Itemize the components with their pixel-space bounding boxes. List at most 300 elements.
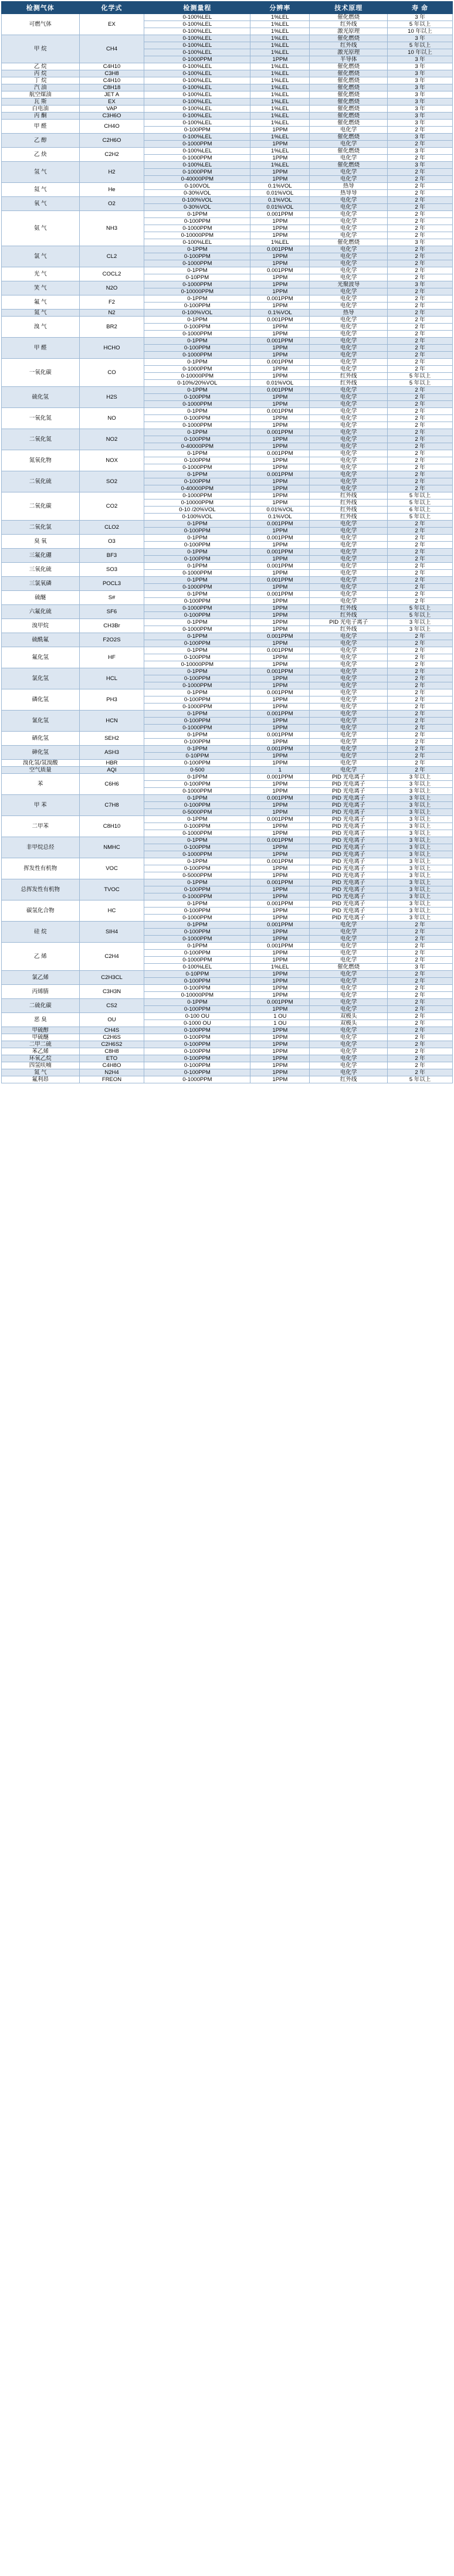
cell-resolution: 0.01%VOL	[250, 190, 310, 197]
cell-detection-range: 0-1PPM	[144, 900, 250, 908]
cell-detection-range: 0-1PPM	[144, 999, 250, 1006]
cell-life: 2 年	[388, 1006, 453, 1013]
cell-resolution: 1PPM	[250, 851, 310, 858]
cell-detection-range: 0-1000PPM	[144, 169, 250, 176]
cell-chemical-formula: BR2	[79, 317, 144, 338]
cell-life: 3 年	[388, 162, 453, 169]
cell-detection-range: 0-1PPM	[144, 246, 250, 253]
cell-gas-name: 磷化氢	[2, 689, 80, 711]
cell-resolution: 0.001PPM	[250, 999, 310, 1006]
table-row	[2, 1013, 453, 1020]
cell-resolution: 1PPM	[250, 281, 310, 288]
cell-detection-range: 0-1PPM	[144, 816, 250, 823]
cell-gas-name: 丁 烷	[2, 77, 80, 84]
cell-technology: PID 光电离子	[310, 886, 388, 893]
cell-detection-range: 0-1PPM	[144, 689, 250, 696]
cell-life: 3 年	[388, 281, 453, 288]
cell-detection-range: 0-1PPM	[144, 879, 250, 886]
cell-life: 3 年	[388, 70, 453, 77]
cell-detection-range: 0-100PPM	[144, 556, 250, 563]
cell-technology: 热导	[310, 310, 388, 317]
cell-detection-range: 0-1000PPM	[144, 704, 250, 711]
cell-resolution: 0.001PPM	[250, 647, 310, 654]
cell-gas-name: 氮 气	[2, 1069, 80, 1076]
cell-resolution: 0.001PPM	[250, 387, 310, 394]
cell-technology: 电化学	[310, 429, 388, 436]
cell-resolution: 1PPM	[250, 303, 310, 310]
cell-technology: 电化学	[310, 767, 388, 774]
cell-life: 2 年	[388, 288, 453, 295]
cell-detection-range: 0-10000PPM	[144, 373, 250, 380]
cell-chemical-formula: C2H4	[79, 943, 144, 971]
cell-life: 3 年以上	[388, 858, 453, 865]
cell-life: 2 年	[388, 675, 453, 682]
cell-detection-range: 0-1PPM	[144, 317, 250, 324]
cell-resolution: 1PPM	[250, 908, 310, 915]
cell-life: 2 年	[388, 127, 453, 134]
cell-life: 3 年以上	[388, 802, 453, 809]
cell-technology: 红外线	[310, 380, 388, 387]
cell-chemical-formula: HCN	[79, 711, 144, 732]
cell-technology: 电化学	[310, 127, 388, 134]
cell-gas-name: 氦 气	[2, 183, 80, 197]
cell-technology: PID 光电离子	[310, 809, 388, 816]
table-row	[2, 359, 453, 366]
cell-technology: 催化燃烧	[310, 14, 388, 21]
cell-resolution: 0.001PPM	[250, 711, 310, 718]
cell-detection-range: 0-100PPM	[144, 303, 250, 310]
cell-detection-range: 0-1000PPM	[144, 260, 250, 267]
cell-life: 2 年	[388, 267, 453, 274]
cell-resolution: 1%LEL	[250, 42, 310, 49]
cell-chemical-formula: CL2	[79, 246, 144, 267]
cell-technology: 电化学	[310, 971, 388, 978]
cell-gas-name: 二氧化碳	[2, 492, 80, 521]
cell-resolution: 0.001PPM	[250, 521, 310, 528]
cell-life: 2 年	[388, 436, 453, 443]
cell-chemical-formula: H2	[79, 162, 144, 183]
table-row	[2, 471, 453, 478]
table-row	[2, 900, 453, 908]
cell-technology: PID 光电离子	[310, 802, 388, 809]
cell-detection-range: 0-1000PPM	[144, 830, 250, 837]
cell-life: 2 年	[388, 366, 453, 373]
cell-resolution: 1PPM	[250, 464, 310, 471]
cell-chemical-formula: C2H3CL	[79, 971, 144, 985]
cell-resolution: 1%LEL	[250, 91, 310, 98]
cell-life: 5 年以上	[388, 42, 453, 49]
cell-technology: 电化学	[310, 1055, 388, 1062]
cell-life: 10 年以上	[388, 49, 453, 56]
cell-technology: 电化学	[310, 922, 388, 929]
cell-technology: 电化学	[310, 331, 388, 338]
cell-detection-range: 0-100PPM	[144, 823, 250, 830]
cell-technology: 电化学	[310, 408, 388, 415]
cell-detection-range: 0-1PPM	[144, 267, 250, 274]
cell-life: 2 年	[388, 535, 453, 542]
cell-technology: 电化学	[310, 225, 388, 232]
cell-life: 2 年	[388, 471, 453, 478]
cell-life: 2 年	[388, 1062, 453, 1069]
cell-detection-range: 0-1000PPM	[144, 155, 250, 162]
cell-chemical-formula: FREON	[79, 1076, 144, 1083]
cell-life: 5 年以上	[388, 514, 453, 521]
cell-life: 3 年	[388, 964, 453, 971]
cell-chemical-formula: CH4	[79, 35, 144, 63]
cell-detection-range: 0-100%LEL	[144, 14, 250, 21]
cell-life: 2 年	[388, 1027, 453, 1034]
cell-gas-name: 氯化氢	[2, 668, 80, 689]
cell-resolution: 1PPM	[250, 1048, 310, 1055]
cell-resolution: 1%LEL	[250, 239, 310, 246]
cell-chemical-formula: C8H10	[79, 816, 144, 837]
cell-chemical-formula: NOX	[79, 450, 144, 471]
cell-life: 2 年	[388, 183, 453, 190]
cell-detection-range: 0-1PPM	[144, 591, 250, 598]
cell-life: 2 年	[388, 303, 453, 310]
cell-detection-range: 0-100PPM	[144, 640, 250, 647]
cell-gas-name: 乙 醇	[2, 134, 80, 148]
table-row	[2, 521, 453, 528]
cell-technology: PID 光电离子	[310, 844, 388, 851]
cell-chemical-formula: AQI	[79, 767, 144, 774]
cell-detection-range: 0-1000PPM	[144, 225, 250, 232]
cell-gas-name: 硅 烷	[2, 922, 80, 943]
cell-detection-range: 0-100PPM	[144, 1034, 250, 1041]
cell-resolution: 1PPM	[250, 584, 310, 591]
cell-technology: 电化学	[310, 317, 388, 324]
cell-gas-name: 二氧化硫	[2, 471, 80, 492]
cell-life: 3 年以上	[388, 774, 453, 781]
table-row	[2, 387, 453, 394]
table-row	[2, 816, 453, 823]
cell-gas-name: 氯 气	[2, 246, 80, 267]
table-row	[2, 795, 453, 802]
table-row	[2, 971, 453, 978]
table-row	[2, 492, 453, 499]
cell-resolution: 0.001PPM	[250, 746, 310, 753]
cell-technology: 电化学	[310, 457, 388, 464]
cell-life: 3 年以上	[388, 915, 453, 922]
cell-chemical-formula: C4H8O	[79, 1062, 144, 1069]
cell-resolution: 0.001PPM	[250, 429, 310, 436]
cell-technology: 红外线	[310, 1076, 388, 1083]
cell-resolution: 0.001PPM	[250, 633, 310, 640]
cell-resolution: 1PPM	[250, 288, 310, 295]
cell-resolution: 0.001PPM	[250, 211, 310, 218]
table-row	[2, 408, 453, 415]
cell-detection-range: 0-1000PPM	[144, 682, 250, 689]
cell-technology: 电化学	[310, 288, 388, 295]
cell-detection-range: 0-1PPM	[144, 647, 250, 654]
cell-technology: 双极头	[310, 1020, 388, 1027]
cell-gas-name: 氰化氢	[2, 711, 80, 732]
cell-resolution: 1PPM	[250, 950, 310, 957]
cell-detection-range: 0-100PPM	[144, 542, 250, 549]
cell-detection-range: 0-1000PPM	[144, 492, 250, 499]
cell-life: 3 年以上	[388, 900, 453, 908]
cell-detection-range: 0-100PPM	[144, 436, 250, 443]
cell-detection-range: 0-1PPM	[144, 338, 250, 345]
cell-resolution: 1PPM	[250, 127, 310, 134]
table-row	[2, 922, 453, 929]
cell-detection-range: 0-1000PPM	[144, 464, 250, 471]
cell-life: 2 年	[388, 661, 453, 668]
cell-chemical-formula: VAP	[79, 106, 144, 113]
cell-detection-range: 0-1000PPM	[144, 957, 250, 964]
cell-technology: 电化学	[310, 485, 388, 492]
cell-life: 2 年	[388, 211, 453, 218]
cell-life: 2 年	[388, 549, 453, 556]
cell-technology: 红外线	[310, 492, 388, 499]
cell-chemical-formula: C3H3N	[79, 985, 144, 999]
cell-detection-range: 0-1PPM	[144, 211, 250, 218]
cell-resolution: 1%LEL	[250, 98, 310, 106]
cell-gas-name: 六氟化硫	[2, 605, 80, 619]
cell-resolution: 1%LEL	[250, 63, 310, 70]
cell-technology: 电化学	[310, 542, 388, 549]
cell-life: 2 年	[388, 528, 453, 535]
cell-detection-range: 0-1PPM	[144, 633, 250, 640]
cell-detection-range: 0-1PPM	[144, 837, 250, 844]
cell-detection-range: 0-100PPM	[144, 253, 250, 260]
cell-chemical-formula: CH3Br	[79, 619, 144, 633]
cell-detection-range: 0-10000PPM	[144, 992, 250, 999]
cell-detection-range: 0-100PPM	[144, 612, 250, 619]
cell-technology: 催化燃烧	[310, 70, 388, 77]
cell-gas-name: 笑 气	[2, 281, 80, 295]
cell-technology: 电化学	[310, 654, 388, 661]
cell-life: 2 年	[388, 598, 453, 605]
cell-detection-range: 0-1PPM	[144, 535, 250, 542]
cell-gas-name: 溴化氢/氢溴酸	[2, 760, 80, 767]
cell-detection-range: 0-100PPM	[144, 696, 250, 704]
cell-detection-range: 0-100PPM	[144, 218, 250, 225]
cell-chemical-formula: He	[79, 183, 144, 197]
cell-detection-range: 0-10000PPM	[144, 288, 250, 295]
cell-life: 2 年	[388, 324, 453, 331]
cell-gas-name: 砷化氢	[2, 746, 80, 760]
cell-resolution: 0.001PPM	[250, 732, 310, 739]
cell-resolution: 1PPM	[250, 886, 310, 893]
cell-life: 2 年	[388, 422, 453, 429]
cell-detection-range: 0-100%LEL	[144, 91, 250, 98]
table-row	[2, 985, 453, 992]
cell-detection-range: 0-100PPM	[144, 1048, 250, 1055]
cell-life: 2 年	[388, 169, 453, 176]
cell-life: 3 年	[388, 239, 453, 246]
table-row	[2, 267, 453, 274]
table-row	[2, 106, 453, 113]
cell-gas-name: 氧 气	[2, 197, 80, 211]
cell-resolution: 0.1%VOL	[250, 514, 310, 521]
cell-technology: PID 光电离子	[310, 908, 388, 915]
cell-technology: PID 光电离子	[310, 865, 388, 872]
cell-life: 3 年以上	[388, 844, 453, 851]
table-row	[2, 746, 453, 753]
cell-life: 2 年	[388, 936, 453, 943]
cell-resolution: 1PPM	[250, 992, 310, 999]
cell-chemical-formula: SO2	[79, 471, 144, 492]
cell-life: 3 年以上	[388, 830, 453, 837]
cell-technology: PID 光电离子	[310, 830, 388, 837]
cell-technology: PID 光电离子	[310, 851, 388, 858]
table-row	[2, 943, 453, 950]
cell-life: 10 年以上	[388, 28, 453, 35]
cell-technology: 电化学	[310, 471, 388, 478]
cell-technology: 电化学	[310, 218, 388, 225]
table-row	[2, 760, 453, 767]
cell-life: 2 年	[388, 394, 453, 401]
cell-gas-name: 四氢呋喃	[2, 1062, 80, 1069]
cell-gas-name: 汽 油	[2, 84, 80, 91]
cell-life: 2 年	[388, 689, 453, 696]
cell-technology: 电化学	[310, 352, 388, 359]
cell-technology: 催化燃烧	[310, 91, 388, 98]
cell-chemical-formula: POCL3	[79, 577, 144, 591]
cell-technology: 电化学	[310, 668, 388, 675]
cell-resolution: 1PPM	[250, 619, 310, 626]
cell-life: 2 年	[388, 1069, 453, 1076]
cell-resolution: 1PPM	[250, 957, 310, 964]
cell-technology: 电化学	[310, 338, 388, 345]
table-row	[2, 774, 453, 781]
cell-detection-range: 0-100PPM	[144, 844, 250, 851]
cell-technology: 催化燃烧	[310, 239, 388, 246]
cell-technology: 电化学	[310, 992, 388, 999]
cell-life: 2 年	[388, 295, 453, 303]
cell-life: 3 年	[388, 56, 453, 63]
cell-detection-range: 0-10 /20%VOL	[144, 507, 250, 514]
cell-resolution: 1PPM	[250, 176, 310, 183]
cell-detection-range: 0-100%LEL	[144, 70, 250, 77]
cell-life: 2 年	[388, 478, 453, 485]
cell-technology: 电化学	[310, 478, 388, 485]
cell-life: 2 年	[388, 999, 453, 1006]
cell-technology: 半导体	[310, 56, 388, 63]
cell-resolution: 1PPM	[250, 218, 310, 225]
cell-technology: 电化学	[310, 1027, 388, 1034]
cell-life: 2 年	[388, 654, 453, 661]
cell-gas-name: 丙烯腈	[2, 985, 80, 999]
cell-chemical-formula: JET A	[79, 91, 144, 98]
table-row	[2, 295, 453, 303]
cell-life: 2 年	[388, 556, 453, 563]
cell-gas-name: 可燃气体	[2, 14, 80, 35]
cell-life: 3 年	[388, 63, 453, 70]
cell-gas-name: 甲硫醇	[2, 1027, 80, 1034]
cell-life: 6 年以上	[388, 507, 453, 514]
cell-technology: PID 光电离子	[310, 795, 388, 802]
cell-detection-range: 0-100%LEL	[144, 113, 250, 120]
cell-life: 2 年	[388, 732, 453, 739]
cell-gas-name: 挥发性有机物	[2, 858, 80, 879]
cell-detection-range: 0-1PPM	[144, 922, 250, 929]
cell-chemical-formula: C3H6O	[79, 113, 144, 120]
cell-detection-range: 0-1PPM	[144, 577, 250, 584]
cell-resolution: 0.001PPM	[250, 450, 310, 457]
cell-resolution: 1%LEL	[250, 964, 310, 971]
cell-resolution: 1 OU	[250, 1020, 310, 1027]
cell-chemical-formula: C8H8	[79, 1048, 144, 1055]
cell-technology: 电化学	[310, 324, 388, 331]
cell-resolution: 1PPM	[250, 570, 310, 577]
table-row	[2, 211, 453, 218]
cell-technology: PID 光电离子	[310, 781, 388, 788]
cell-gas-name: 二甲二硫	[2, 1041, 80, 1048]
cell-resolution: 1PPM	[250, 556, 310, 563]
table-row	[2, 668, 453, 675]
cell-technology: 电化学	[310, 464, 388, 471]
cell-chemical-formula: HBR	[79, 760, 144, 767]
cell-chemical-formula: F2	[79, 295, 144, 310]
cell-detection-range: 0-100PPM	[144, 1055, 250, 1062]
table-row	[2, 1048, 453, 1055]
cell-detection-range: 0-100%LEL	[144, 77, 250, 84]
cell-life: 3 年以上	[388, 893, 453, 900]
cell-technology: 热导	[310, 183, 388, 190]
cell-gas-name: 总挥发性有机物	[2, 879, 80, 900]
cell-life: 2 年	[388, 633, 453, 640]
cell-gas-name: 硒化氢	[2, 732, 80, 746]
cell-life: 2 年	[388, 521, 453, 528]
cell-technology: 电化学	[310, 141, 388, 148]
cell-gas-name: 三氯氧磷	[2, 577, 80, 591]
cell-resolution: 1PPM	[250, 56, 310, 63]
cell-resolution: 1PPM	[250, 725, 310, 732]
cell-technology: 电化学	[310, 704, 388, 711]
cell-detection-range: 0-1PPM	[144, 521, 250, 528]
cell-technology: 电化学	[310, 689, 388, 696]
cell-detection-range: 0-100PPM	[144, 886, 250, 893]
cell-detection-range: 0-100PPM	[144, 865, 250, 872]
cell-resolution: 1%LEL	[250, 84, 310, 91]
cell-gas-name: 乙 烯	[2, 943, 80, 971]
cell-technology: 电化学	[310, 443, 388, 450]
cell-resolution: 1PPM	[250, 936, 310, 943]
table-row	[2, 338, 453, 345]
cell-technology: 催化燃烧	[310, 106, 388, 113]
table-row	[2, 767, 453, 774]
cell-life: 2 年	[388, 232, 453, 239]
table-row	[2, 837, 453, 844]
cell-technology: PID 光电离子	[310, 816, 388, 823]
cell-resolution: 1PPM	[250, 598, 310, 605]
column-header-life: 寿 命	[388, 2, 453, 14]
cell-chemical-formula: C3H8	[79, 70, 144, 77]
cell-life: 2 年	[388, 739, 453, 746]
cell-technology: 电化学	[310, 647, 388, 654]
cell-chemical-formula: C2H2	[79, 148, 144, 162]
cell-life: 2 年	[388, 274, 453, 281]
cell-detection-range: 0-100PPM	[144, 950, 250, 957]
cell-chemical-formula: ETO	[79, 1055, 144, 1062]
cell-detection-range: 0-100PPM	[144, 415, 250, 422]
cell-resolution: 0.1%VOL	[250, 197, 310, 204]
cell-detection-range: 0-1PPM	[144, 408, 250, 415]
cell-resolution: 1PPM	[250, 753, 310, 760]
cell-life: 2 年	[388, 760, 453, 767]
cell-resolution: 0.001PPM	[250, 591, 310, 598]
cell-detection-range: 0-100%LEL	[144, 42, 250, 49]
table-row	[2, 732, 453, 739]
cell-detection-range: 0-1PPM	[144, 858, 250, 865]
cell-life: 3 年	[388, 91, 453, 98]
cell-life: 5 年以上	[388, 605, 453, 612]
cell-detection-range: 0-1PPM	[144, 359, 250, 366]
cell-life: 3 年	[388, 113, 453, 120]
table-row	[2, 647, 453, 654]
